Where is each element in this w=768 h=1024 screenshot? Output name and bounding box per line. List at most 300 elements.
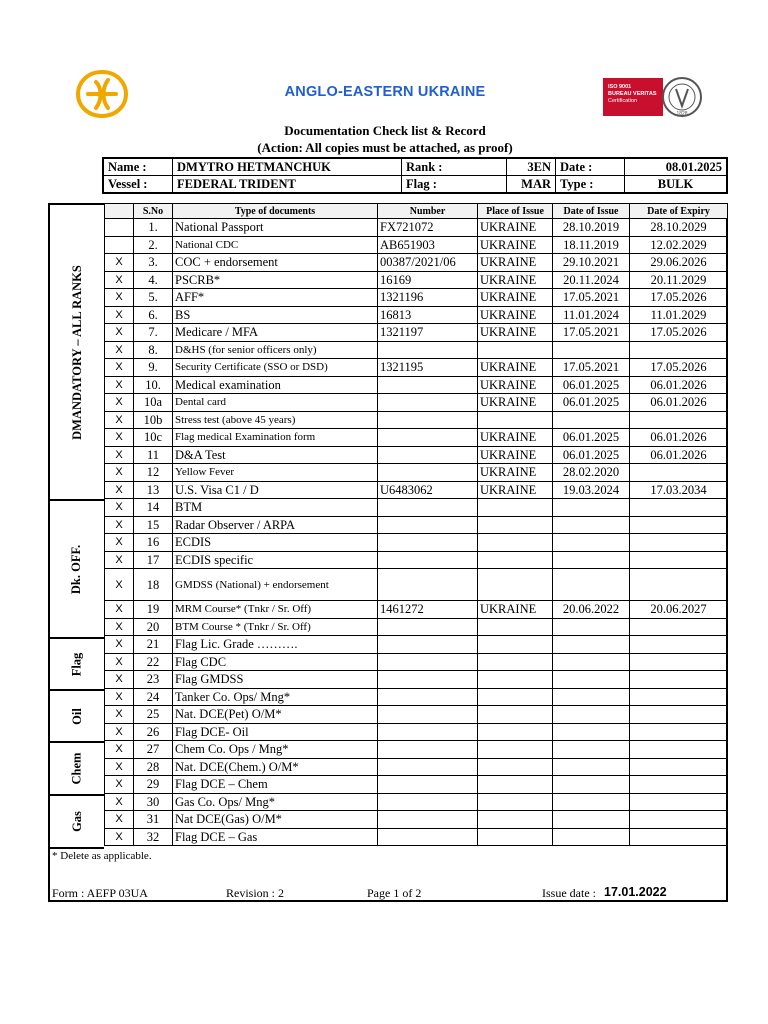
document-number <box>378 706 478 724</box>
check-mark: X <box>105 828 134 846</box>
col-sno: S.No <box>134 204 173 219</box>
date-of-issue <box>553 569 630 601</box>
table-row <box>105 376 728 394</box>
check-mark: X <box>105 534 134 552</box>
document-type: PSCRB* <box>173 271 378 289</box>
document-number <box>378 569 478 601</box>
cert-brand-text: BUREAU VERITAS <box>608 91 657 97</box>
type-label: Type : <box>556 176 625 194</box>
document-type: U.S. Visa C1 / D <box>173 481 378 499</box>
check-mark: X <box>105 376 134 394</box>
row-number: 10c <box>134 429 173 447</box>
date-of-expiry <box>630 793 728 811</box>
table-row <box>105 429 728 447</box>
row-number: 16 <box>134 534 173 552</box>
date-of-expiry <box>630 534 728 552</box>
date-of-issue: 06.01.2025 <box>553 394 630 412</box>
date-of-expiry <box>630 776 728 794</box>
date-of-expiry <box>630 688 728 706</box>
date-of-issue <box>553 793 630 811</box>
document-type: Flag DCE – Chem <box>173 776 378 794</box>
date-of-expiry: 06.01.2026 <box>630 446 728 464</box>
place-of-issue: UKRAINE <box>478 236 553 254</box>
section-mandatory <box>50 205 104 501</box>
check-mark: X <box>105 306 134 324</box>
table-row <box>105 741 728 759</box>
place-of-issue <box>478 758 553 776</box>
type-value: BULK <box>625 176 728 194</box>
revision: Revision : 2 <box>226 886 285 900</box>
check-mark: X <box>105 811 134 829</box>
date-of-expiry <box>630 464 728 482</box>
document-number <box>378 464 478 482</box>
date-of-expiry <box>630 758 728 776</box>
col-place: Place of Issue <box>478 204 553 219</box>
document-type: Gas Co. Ops/ Mng* <box>173 793 378 811</box>
place-of-issue <box>478 688 553 706</box>
check-mark: X <box>105 569 134 601</box>
row-number: 5. <box>134 289 173 307</box>
row-number: 4. <box>134 271 173 289</box>
document-number <box>378 394 478 412</box>
check-mark: X <box>105 446 134 464</box>
company-logo-icon <box>74 68 130 120</box>
check-mark: X <box>105 394 134 412</box>
check-mark: X <box>105 411 134 429</box>
table-row <box>105 394 728 412</box>
place-of-issue <box>478 618 553 636</box>
date-of-expiry <box>630 653 728 671</box>
name-label: Name : <box>103 158 173 176</box>
document-number: FX721072 <box>378 219 478 237</box>
date-of-issue: 17.05.2021 <box>553 359 630 377</box>
check-mark: X <box>105 618 134 636</box>
date-of-issue: 18.11.2019 <box>553 236 630 254</box>
place-of-issue <box>478 551 553 569</box>
date-of-issue: 06.01.2025 <box>553 429 630 447</box>
check-mark: X <box>105 254 134 272</box>
row-number: 15 <box>134 516 173 534</box>
date-of-expiry: 17.05.2026 <box>630 324 728 342</box>
document-type: Security Certificate (SSO or DSD) <box>173 359 378 377</box>
date-of-issue: 17.05.2021 <box>553 289 630 307</box>
document-type: D&HS (for senior officers only) <box>173 341 378 359</box>
check-mark: X <box>105 289 134 307</box>
place-of-issue <box>478 516 553 534</box>
date-of-issue <box>553 723 630 741</box>
check-mark: X <box>105 706 134 724</box>
date-of-expiry <box>630 411 728 429</box>
document-subtitle: (Action: All copies must be attached, as proof) <box>257 140 513 155</box>
document-title: Documentation Check list & Record <box>284 123 486 138</box>
date-of-expiry <box>630 341 728 359</box>
place-of-issue: UKRAINE <box>478 306 553 324</box>
document-number <box>378 828 478 846</box>
document-type: Flag GMDSS <box>173 671 378 689</box>
table-row <box>105 324 728 342</box>
date-of-expiry: 17.03.2034 <box>630 481 728 499</box>
table-row <box>105 601 728 619</box>
table-row <box>105 688 728 706</box>
check-mark: X <box>105 793 134 811</box>
date-of-expiry <box>630 671 728 689</box>
document-type: ECDIS <box>173 534 378 552</box>
date-of-issue: 19.03.2024 <box>553 481 630 499</box>
check-mark: X <box>105 481 134 499</box>
table-row <box>105 341 728 359</box>
table-row <box>105 464 728 482</box>
table-row <box>105 534 728 552</box>
document-number <box>378 341 478 359</box>
date-of-issue <box>553 516 630 534</box>
col-doc-type: Type of documents <box>173 204 378 219</box>
date-value: 08.01.2025 <box>625 158 728 176</box>
date-of-expiry <box>630 723 728 741</box>
document-number <box>378 758 478 776</box>
row-number: 7. <box>134 324 173 342</box>
crew-row-1 <box>103 158 727 176</box>
date-of-expiry: 17.05.2026 <box>630 289 728 307</box>
document-type: National Passport <box>173 219 378 237</box>
row-number: 13 <box>134 481 173 499</box>
row-number: 10. <box>134 376 173 394</box>
place-of-issue: UKRAINE <box>478 446 553 464</box>
check-mark: X <box>105 429 134 447</box>
table-row <box>105 551 728 569</box>
documents-table <box>104 203 728 846</box>
check-mark: X <box>105 671 134 689</box>
place-of-issue: UKRAINE <box>478 219 553 237</box>
place-of-issue: UKRAINE <box>478 254 553 272</box>
place-of-issue: UKRAINE <box>478 601 553 619</box>
vessel-label: Vessel : <box>103 176 173 194</box>
document-number: 16813 <box>378 306 478 324</box>
row-number: 12 <box>134 464 173 482</box>
document-number <box>378 618 478 636</box>
document-number <box>378 723 478 741</box>
document-number <box>378 376 478 394</box>
col-number: Number <box>378 204 478 219</box>
check-mark: X <box>105 551 134 569</box>
date-label: Date : <box>556 158 625 176</box>
table-row <box>105 828 728 846</box>
date-of-expiry: 28.10.2029 <box>630 219 728 237</box>
date-of-expiry <box>630 706 728 724</box>
place-of-issue <box>478 776 553 794</box>
table-header-row <box>105 204 728 219</box>
check-mark: X <box>105 359 134 377</box>
place-of-issue: UKRAINE <box>478 359 553 377</box>
document-number <box>378 636 478 654</box>
check-mark: X <box>105 601 134 619</box>
table-row <box>105 636 728 654</box>
table-row <box>105 306 728 324</box>
row-number: 8. <box>134 341 173 359</box>
document-number: 00387/2021/06 <box>378 254 478 272</box>
check-mark: X <box>105 636 134 654</box>
row-number: 10b <box>134 411 173 429</box>
section-chem-label: Chem <box>69 752 84 785</box>
table-row <box>105 758 728 776</box>
place-of-issue <box>478 706 553 724</box>
date-of-expiry: 06.01.2026 <box>630 394 728 412</box>
date-of-issue <box>553 411 630 429</box>
document-number <box>378 411 478 429</box>
date-of-issue: 29.10.2021 <box>553 254 630 272</box>
check-mark <box>105 219 134 237</box>
table-row <box>105 254 728 272</box>
document-number <box>378 653 478 671</box>
row-number: 10a <box>134 394 173 412</box>
place-of-issue <box>478 741 553 759</box>
row-number: 31 <box>134 811 173 829</box>
col-issue-date: Date of Issue <box>553 204 630 219</box>
document-number <box>378 793 478 811</box>
document-number: U6483062 <box>378 481 478 499</box>
section-flag-label: Flag <box>69 652 84 676</box>
document-type: Chem Co. Ops / Mng* <box>173 741 378 759</box>
document-number <box>378 429 478 447</box>
document-number <box>378 776 478 794</box>
rank-label: Rank : <box>402 158 507 176</box>
document-type: Stress test (above 45 years) <box>173 411 378 429</box>
date-of-expiry <box>630 569 728 601</box>
date-of-expiry <box>630 499 728 517</box>
section-flag <box>50 639 104 691</box>
place-of-issue <box>478 569 553 601</box>
place-of-issue: UKRAINE <box>478 464 553 482</box>
table-row <box>105 569 728 601</box>
row-number: 25 <box>134 706 173 724</box>
document-number: 1461272 <box>378 601 478 619</box>
section-gas-label: Gas <box>69 811 84 832</box>
document-type: Flag medical Examination form <box>173 429 378 447</box>
issue-date-value: 17.01.2022 <box>604 885 667 899</box>
table-row <box>105 776 728 794</box>
document-type: Medical examination <box>173 376 378 394</box>
row-number: 23 <box>134 671 173 689</box>
document-type: AFF* <box>173 289 378 307</box>
place-of-issue <box>478 653 553 671</box>
row-number: 27 <box>134 741 173 759</box>
place-of-issue: UKRAINE <box>478 324 553 342</box>
date-of-expiry <box>630 741 728 759</box>
date-of-expiry <box>630 551 728 569</box>
date-of-expiry: 06.01.2026 <box>630 429 728 447</box>
date-of-issue <box>553 706 630 724</box>
date-of-expiry: 11.01.2029 <box>630 306 728 324</box>
check-mark: X <box>105 464 134 482</box>
date-of-issue: 20.06.2022 <box>553 601 630 619</box>
date-of-expiry <box>630 828 728 846</box>
page-number: Page 1 of 2 <box>367 886 422 900</box>
certification-badge <box>603 76 703 118</box>
date-of-issue <box>553 758 630 776</box>
row-number: 9. <box>134 359 173 377</box>
bureau-veritas-seal-icon <box>661 76 703 118</box>
row-number: 3. <box>134 254 173 272</box>
document-number: 1321196 <box>378 289 478 307</box>
footnote: * Delete as applicable. <box>52 850 152 862</box>
table-row <box>105 219 728 237</box>
document-type: BTM <box>173 499 378 517</box>
document-type: Nat. DCE(Chem.) O/M* <box>173 758 378 776</box>
issue-date-label: Issue date : <box>542 886 596 900</box>
form-id: Form : AEFP 03UA <box>52 886 148 900</box>
row-number: 24 <box>134 688 173 706</box>
document-type: Flag Lic. Grade ………. <box>173 636 378 654</box>
document-number <box>378 499 478 517</box>
section-deck-officers-label: Dk. OFF. <box>69 544 84 594</box>
name-value: DMYTRO HETMANCHUK <box>173 158 402 176</box>
date-of-expiry <box>630 618 728 636</box>
place-of-issue <box>478 411 553 429</box>
document-type: Flag DCE- Oil <box>173 723 378 741</box>
row-number: 32 <box>134 828 173 846</box>
section-chem <box>50 743 104 796</box>
place-of-issue <box>478 723 553 741</box>
flag-value: MAR <box>507 176 556 194</box>
date-of-issue <box>553 671 630 689</box>
document-number <box>378 446 478 464</box>
date-of-issue: 11.01.2024 <box>553 306 630 324</box>
check-mark: X <box>105 741 134 759</box>
cert-iso-text: ISO 9001 <box>608 84 632 90</box>
place-of-issue <box>478 671 553 689</box>
date-of-expiry: 20.11.2029 <box>630 271 728 289</box>
document-type: National CDC <box>173 236 378 254</box>
rank-value: 3EN <box>507 158 556 176</box>
document-number <box>378 534 478 552</box>
table-row <box>105 793 728 811</box>
col-check <box>105 204 134 219</box>
date-of-issue <box>553 534 630 552</box>
check-mark: X <box>105 776 134 794</box>
date-of-expiry: 20.06.2027 <box>630 601 728 619</box>
document-number <box>378 741 478 759</box>
date-of-expiry: 29.06.2026 <box>630 254 728 272</box>
section-mandatory-label: DMANDATORY – ALL RANKS <box>69 264 84 440</box>
document-type: Nat. DCE(Pet) O/M* <box>173 706 378 724</box>
check-mark: X <box>105 341 134 359</box>
check-mark: X <box>105 653 134 671</box>
date-of-issue <box>553 653 630 671</box>
section-oil <box>50 691 104 743</box>
row-number: 1. <box>134 219 173 237</box>
table-row <box>105 236 728 254</box>
row-number: 19 <box>134 601 173 619</box>
table-row <box>105 811 728 829</box>
document-type: Flag CDC <box>173 653 378 671</box>
place-of-issue <box>478 828 553 846</box>
document-number: 16169 <box>378 271 478 289</box>
check-mark: X <box>105 688 134 706</box>
crew-info-table <box>102 157 728 194</box>
place-of-issue: UKRAINE <box>478 289 553 307</box>
section-oil-label: Oil <box>69 707 84 725</box>
place-of-issue <box>478 811 553 829</box>
document-type: Dental card <box>173 394 378 412</box>
row-number: 11 <box>134 446 173 464</box>
date-of-issue <box>553 618 630 636</box>
date-of-issue: 06.01.2025 <box>553 376 630 394</box>
row-number: 17 <box>134 551 173 569</box>
document-number <box>378 811 478 829</box>
table-row <box>105 706 728 724</box>
place-of-issue: UKRAINE <box>478 271 553 289</box>
document-type: COC + endorsement <box>173 254 378 272</box>
document-type: D&A Test <box>173 446 378 464</box>
document-number <box>378 551 478 569</box>
row-number: 21 <box>134 636 173 654</box>
date-of-expiry <box>630 516 728 534</box>
document-number <box>378 516 478 534</box>
place-of-issue: UKRAINE <box>478 481 553 499</box>
document-type: GMDSS (National) + endorsement <box>173 569 378 601</box>
check-mark <box>105 236 134 254</box>
table-row <box>105 653 728 671</box>
col-expiry-date: Date of Expiry <box>630 204 728 219</box>
date-of-expiry: 06.01.2026 <box>630 376 728 394</box>
place-of-issue: UKRAINE <box>478 394 553 412</box>
document-type: ECDIS specific <box>173 551 378 569</box>
date-of-expiry <box>630 811 728 829</box>
document-number: AB651903 <box>378 236 478 254</box>
document-type: MRM Course* (Tnkr / Sr. Off) <box>173 601 378 619</box>
document-type: Flag DCE – Gas <box>173 828 378 846</box>
check-mark: X <box>105 758 134 776</box>
table-row <box>105 271 728 289</box>
place-of-issue: UKRAINE <box>478 376 553 394</box>
date-of-issue: 20.11.2024 <box>553 271 630 289</box>
document-type: Nat DCE(Gas) O/M* <box>173 811 378 829</box>
table-row <box>105 618 728 636</box>
vessel-value: FEDERAL TRIDENT <box>173 176 402 194</box>
check-mark: X <box>105 723 134 741</box>
date-of-issue: 06.01.2025 <box>553 446 630 464</box>
date-of-issue <box>553 828 630 846</box>
place-of-issue <box>478 341 553 359</box>
row-number: 6. <box>134 306 173 324</box>
table-row <box>105 289 728 307</box>
date-of-expiry: 17.05.2026 <box>630 359 728 377</box>
table-row <box>105 516 728 534</box>
check-mark: X <box>105 324 134 342</box>
document-type: BTM Course * (Tnkr / Sr. Off) <box>173 618 378 636</box>
date-of-expiry: 12.02.2029 <box>630 236 728 254</box>
date-of-issue: 28.02.2020 <box>553 464 630 482</box>
document-number: 1321197 <box>378 324 478 342</box>
date-of-issue: 17.05.2021 <box>553 324 630 342</box>
row-number: 18 <box>134 569 173 601</box>
row-number: 30 <box>134 793 173 811</box>
date-of-issue <box>553 688 630 706</box>
row-number: 20 <box>134 618 173 636</box>
document-number <box>378 688 478 706</box>
place-of-issue <box>478 636 553 654</box>
place-of-issue: UKRAINE <box>478 429 553 447</box>
table-row <box>105 446 728 464</box>
document-type: Tanker Co. Ops/ Mng* <box>173 688 378 706</box>
row-number: 2. <box>134 236 173 254</box>
section-gas <box>50 796 104 849</box>
cert-type-text: Certification <box>608 98 638 104</box>
date-of-issue <box>553 499 630 517</box>
place-of-issue <box>478 499 553 517</box>
table-row <box>105 481 728 499</box>
documents-body <box>105 219 728 846</box>
row-number: 26 <box>134 723 173 741</box>
